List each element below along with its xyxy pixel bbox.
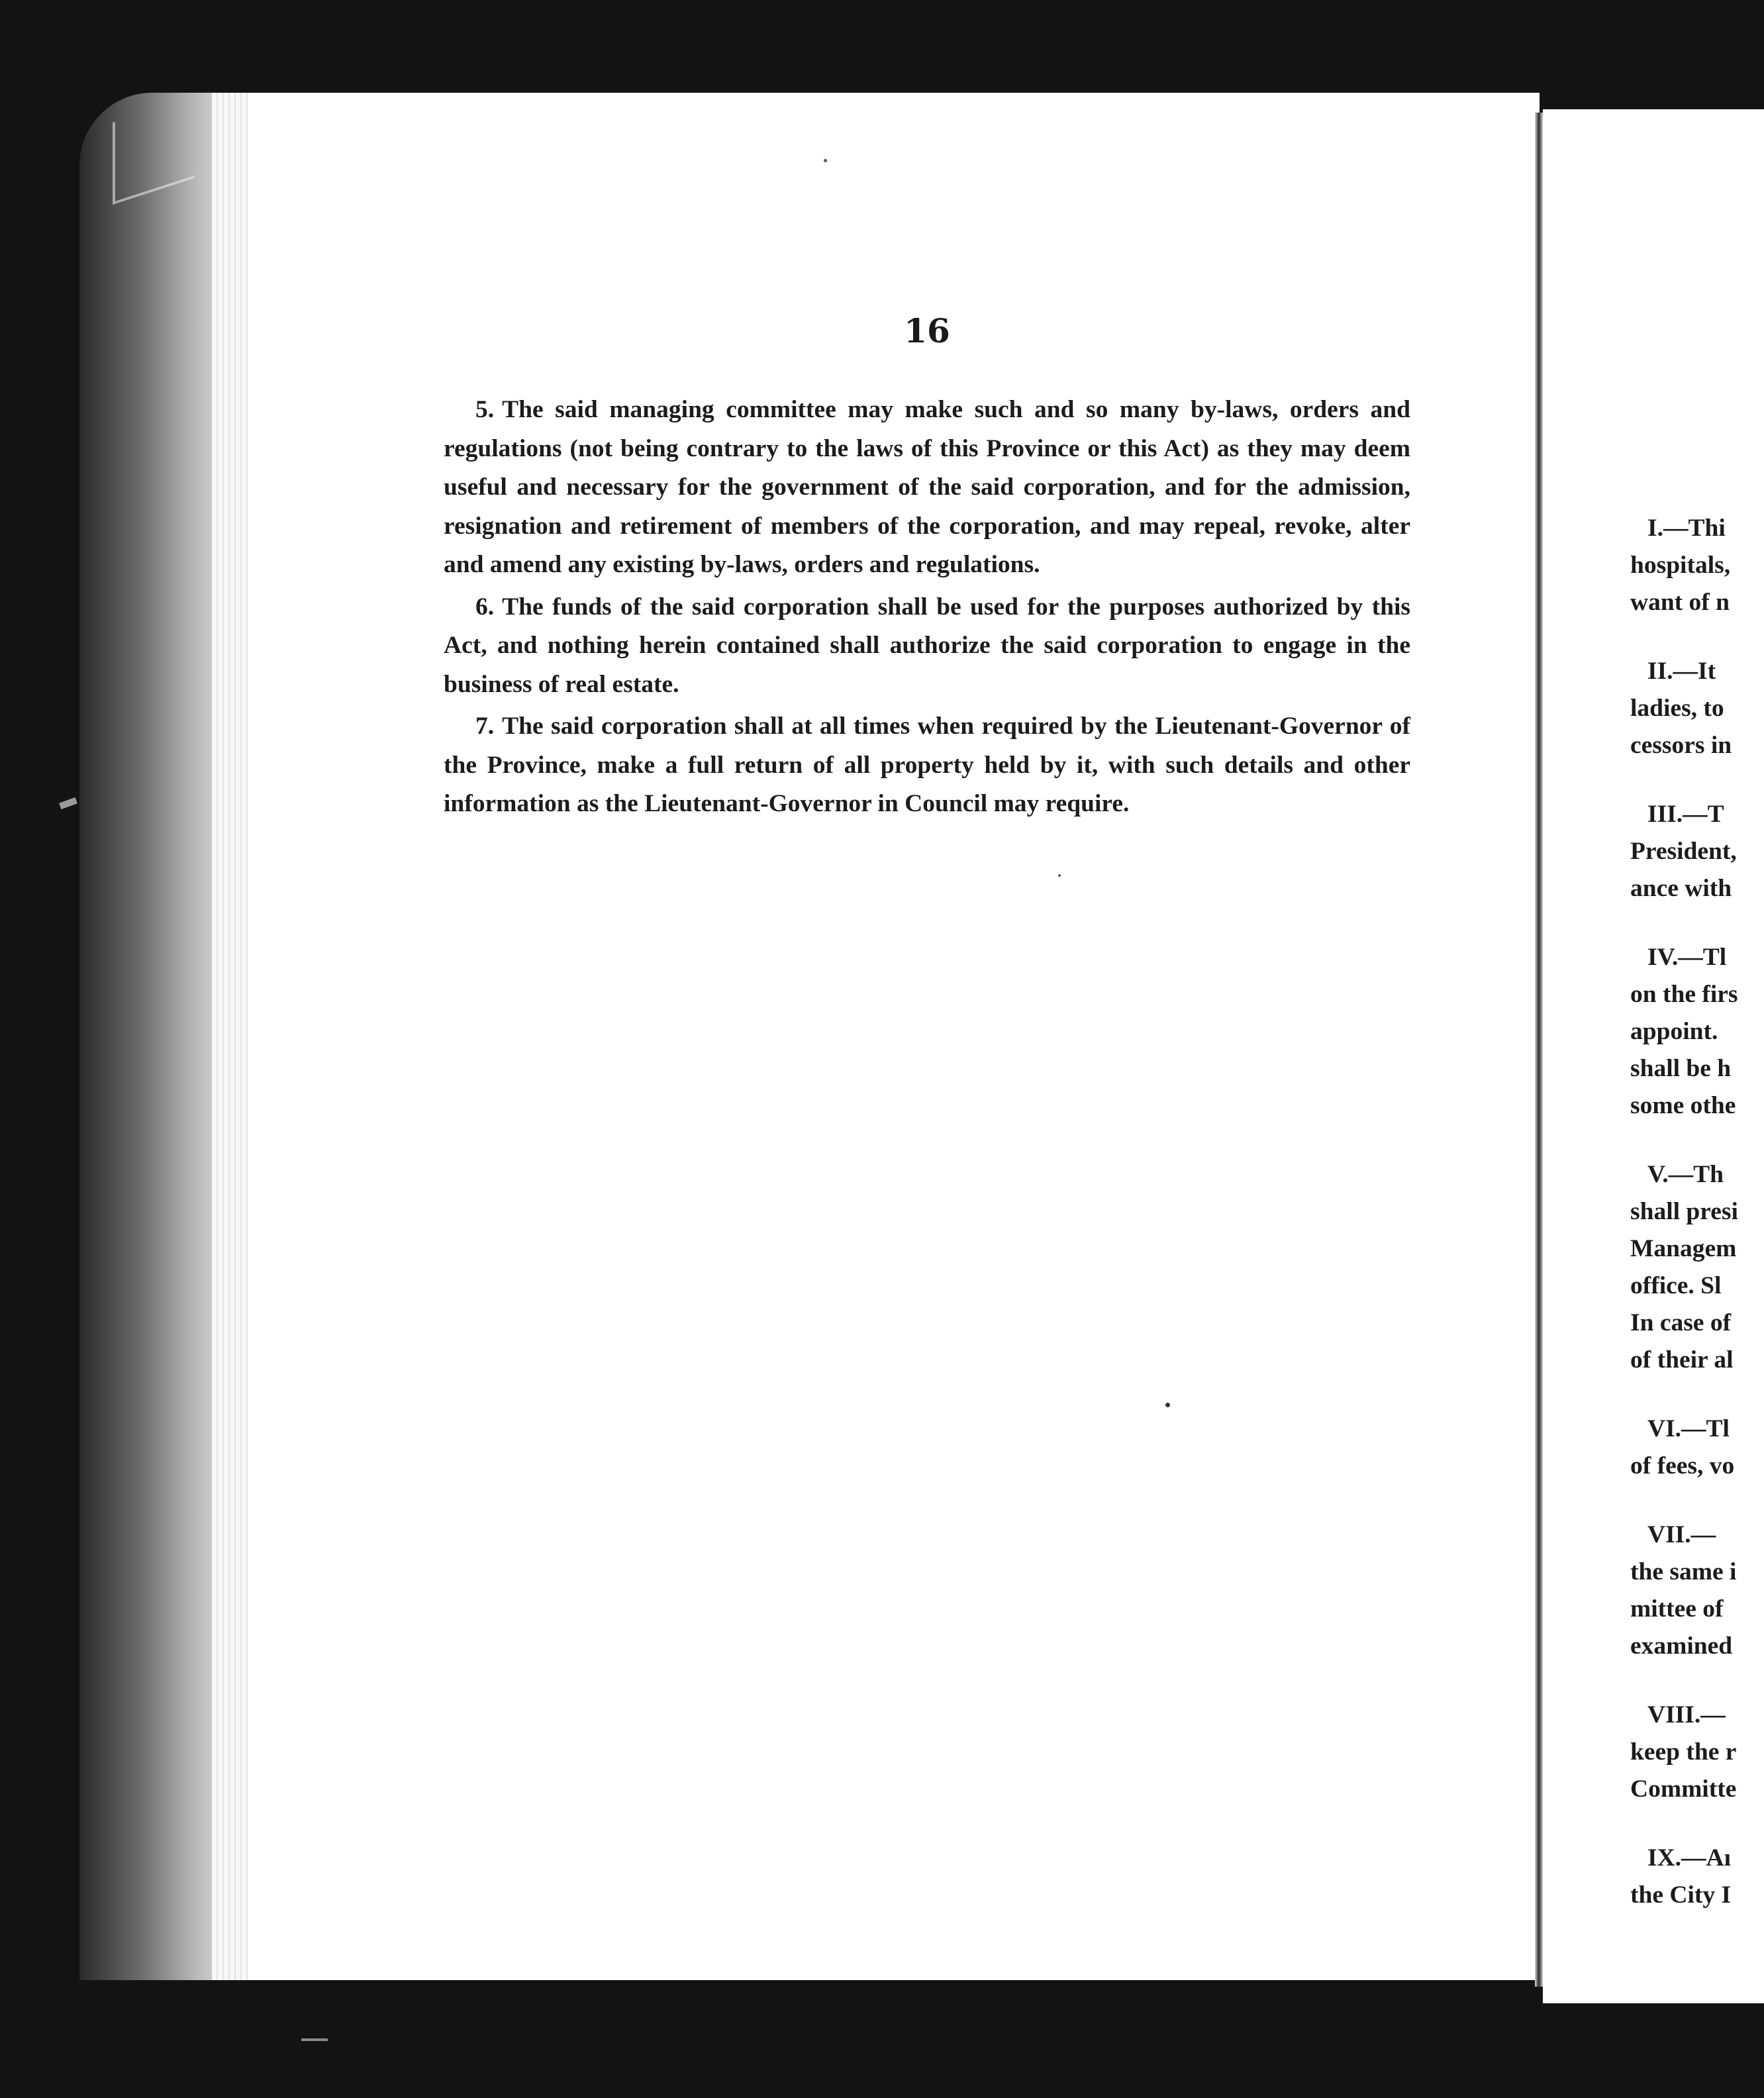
text-line: want of n [1630, 589, 1730, 616]
text-line: of fees, vo [1630, 1452, 1735, 1479]
section-heading-line: V.—Th [1647, 1161, 1724, 1188]
text-line: ance with [1630, 875, 1732, 902]
section-heading-line: IX.—Aı [1647, 1844, 1732, 1872]
section-heading-line: VII.— [1647, 1521, 1716, 1548]
page-body [444, 391, 1410, 827]
text-line: the same i [1630, 1558, 1737, 1585]
dust-speck [1058, 874, 1061, 877]
text-line: office. Sl [1630, 1272, 1722, 1299]
section-heading-line: II.—It [1647, 658, 1716, 685]
text-line: examined [1630, 1632, 1733, 1660]
text-line: mittee of [1630, 1595, 1724, 1623]
text-line: Managem [1630, 1235, 1737, 1262]
text-line: the City I [1630, 1881, 1732, 1909]
section-heading-line: VI.—Tl [1647, 1415, 1730, 1442]
paragraph-5 [444, 391, 1410, 585]
paragraph-7 [444, 707, 1410, 824]
dust-speck [1165, 1403, 1170, 1407]
left-page [248, 93, 1540, 1980]
text-line: on the firs [1630, 981, 1738, 1008]
text-line: shall be h [1630, 1055, 1732, 1082]
scan-mark [301, 2038, 328, 2041]
text-line: In case of [1630, 1309, 1732, 1336]
paragraph-text: The funds of the said corporation shall be used for the purposes authorized by this Act, and nothing herein contained shall authorize the said corporation to engage in the business of real estate. [444, 593, 1410, 698]
page-number: 16 [904, 311, 950, 350]
text-line: of their al [1630, 1346, 1734, 1374]
text-line: hospitals, [1630, 552, 1731, 579]
section-heading-line: IV.—Tl [1647, 944, 1727, 971]
section-number: 7. [475, 713, 495, 740]
section-heading-line: I.—Thi [1647, 515, 1726, 542]
text-line: keep the r [1630, 1738, 1737, 1766]
scan-mark [59, 797, 77, 809]
text-line: appoint. [1630, 1018, 1718, 1045]
right-page-text [1630, 510, 1764, 1914]
text-line: some othe [1630, 1092, 1736, 1119]
section-number: 5. [475, 396, 495, 423]
text-line: Committe [1630, 1775, 1737, 1803]
section-heading-line: VIII.— [1647, 1701, 1726, 1728]
text-line: ladies, to [1630, 695, 1724, 722]
book-gutter [1535, 113, 1543, 1987]
dust-speck [824, 159, 827, 162]
section-heading-line: III.—T [1647, 801, 1724, 828]
text-line: cessors in [1630, 732, 1732, 759]
paragraph-text: The said managing committee may make such and so many by-laws, orders and regulations (not being contrary to the laws of this Province or this Act) as they may deem useful and necessary for the government of the said corporation, and for the admission, resignation and retirement of members of the corporation, and may repeal, revoke, alter and amend any existing by-laws, orders and regulations. [444, 396, 1410, 578]
paragraph-text: The said corporation shall at all times when required by the Lieutenant-Governor of the Province, make a full return of all property held by it, with such details and other information as the Lieutenant-Governor in Council may require. [444, 713, 1410, 817]
text-line: shall presi [1630, 1198, 1738, 1225]
text-line: President, [1630, 838, 1737, 865]
section-number: 6. [475, 593, 495, 621]
paragraph-6 [444, 588, 1410, 705]
